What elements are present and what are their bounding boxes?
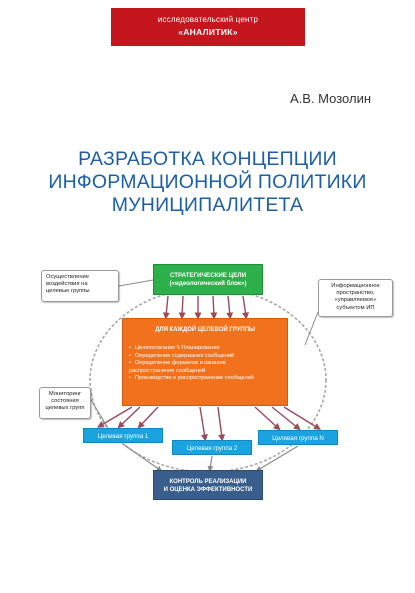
target-group-1: Целевая группа 1 <box>83 428 163 443</box>
per-group-box <box>122 318 288 406</box>
target-group-n: Целевая группа N <box>258 430 338 445</box>
callout-influence: Осуществление воздействия на целевые группы <box>41 270 119 302</box>
per-group-heading: ДЛЯ КАЖДОЙ ЦЕЛЕВОЙ ГРУППЫ <box>155 327 255 333</box>
publisher-subtitle: исследовательский центр <box>157 15 259 24</box>
strategic-goals-label: СТРАТЕГИЧЕСКИЕ ЦЕЛИ <box>169 272 247 279</box>
per-group-list <box>129 345 287 383</box>
control-label: КОНТРОЛЬ РЕАЛИЗАЦИИ <box>169 479 247 485</box>
strategic-goals-sublabel: («идеологический блок») <box>169 280 247 287</box>
author-name: А.В. Мозолин <box>290 91 372 106</box>
control-box <box>153 470 263 500</box>
title-line-3: МУНИЦИПАЛИТЕТА <box>111 194 304 216</box>
list-item: • Целеполагание \\ Планирование <box>129 345 220 351</box>
callout-monitoring: Мониторинг состояния целевых групп <box>39 387 91 419</box>
strategic-goals-box <box>153 264 263 295</box>
list-item: • Производство и распространение сообщений <box>129 375 254 382</box>
control-sublabel: И ОЦЕНКА ЭФФЕКТИВНОСТИ <box>163 487 253 493</box>
list-item: • Определение форматов и каналов <box>129 360 226 367</box>
publisher-name: «АНАЛИТИК» <box>178 27 238 37</box>
list-item-continuation: распространения сообщений <box>129 367 206 374</box>
callout-information-space: Информационное пространство, «управляемое» субъектом ИП <box>318 279 393 317</box>
title-line-2: ИНФОРМАЦИОННОЙ ПОЛИТИКИ <box>48 171 367 193</box>
list-item: • Определение содержания сообщений <box>129 352 235 359</box>
title-line-1: РАЗРАБОТКА КОНЦЕПЦИИ <box>78 148 337 170</box>
target-group-2: Целевая группа 2 <box>172 440 252 455</box>
